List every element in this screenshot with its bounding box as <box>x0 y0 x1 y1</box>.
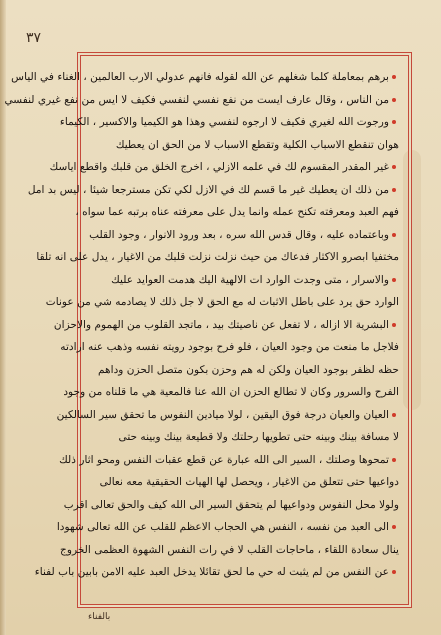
text-line <box>56 516 399 539</box>
text-line <box>11 66 399 89</box>
rubric-dot-icon <box>392 233 396 237</box>
text-line <box>59 111 399 134</box>
text-line-content: العيان والعيان درجة فوق اليقين ، لولا ميادين النفوس ما تحقق سير السالكين <box>56 408 389 421</box>
text-line-content: الى العبد من نفسه ، النفس هي الحجاب الاعظم للقلب عن الله تعالى شهودا <box>56 521 389 533</box>
text-line-content: مختفيا ابصرو الاكثار فدعاك من حيث نزلت نزلت قلبك من الاغيار ، يدل على انه تلقا <box>36 251 399 263</box>
text-line-content: غير المقدر المقسوم لك في علمه الازلي ، اخرج الخلق من قلبك واقطع اياسك <box>49 161 389 173</box>
text-line <box>27 179 399 202</box>
rubric-dot-icon <box>392 413 396 417</box>
rubric-dot-icon <box>392 570 396 574</box>
rubric-dot-icon <box>392 75 396 79</box>
text-line-content: دواعيها حتى تتعلق من الاغيار ، ويحصل لها الهيات الحقيقية معه نعالى <box>99 476 399 488</box>
text-line-content: البشرية الا ازاله ، لا تفعل عن ناصيتك بيد ، ماتجد القلوب من الهموم والاحزان <box>53 318 389 331</box>
text-line-content: الوارد حق يرد على باطل الاثبات له مع الحق لا جل ذلك لا يصادمه شي من عونات <box>45 296 399 308</box>
text-line <box>88 426 399 449</box>
text-line <box>63 381 399 404</box>
text-line-content: عن النفس من لم يثبت له حي ما لحق تقائلا يدخل العبد عليه الامن بابين باب لفناء <box>34 566 389 578</box>
rubric-dot-icon <box>392 458 396 462</box>
text-line <box>59 449 399 472</box>
text-line <box>36 246 399 269</box>
text-line-content: ولولا محل النفوس ودواعيها لم يتحقق السير الى الله كيف والحق تعالى اقرب <box>63 498 399 511</box>
text-line <box>45 291 399 314</box>
text-line-content: فلاجل ما منعت من وجود العيان ، فلو فرح بوجود رويته نفسه وذهب عنه ارادته <box>60 341 399 353</box>
text-line <box>60 539 399 562</box>
text-line-content: والاسرار ، متى وجدت الوارد ات الالهية اليك هدمت العوايد عليك <box>111 273 389 286</box>
text-line <box>60 336 399 359</box>
rubric-dot-icon <box>392 98 396 102</box>
folio-number: ٣٧ <box>26 30 42 46</box>
rubric-dot-icon <box>392 120 396 124</box>
text-line <box>88 134 399 157</box>
text-line <box>88 269 399 292</box>
text-line <box>63 494 399 517</box>
text-line <box>4 89 399 112</box>
manuscript-text-block <box>4 66 399 596</box>
text-line <box>53 314 399 337</box>
text-line-content: هوان تنقطع الاسباب الكلية وتقطع الاسباب لا من الحق ان يعطيك <box>115 138 399 151</box>
text-line-content: ورجوت الله لغيري فكيف لا ارجوه لنفسي وهذا هو الكيميا والاكسير ، الكيماء <box>59 116 389 128</box>
rubric-dot-icon <box>392 323 396 327</box>
text-line-content: برهم بمعاملة كلما شغلهم عن الله لقوله فانهم عدولي الارب العالمين ، الغناء في الياس <box>11 71 389 83</box>
text-line-content: من الناس ، وقال عارف ايست من نفع نفسي لنفسي فكيف لا ايس من نفع غيري لنفسي <box>4 93 389 106</box>
catchword: بالفناء <box>88 612 111 622</box>
text-line <box>49 156 399 179</box>
text-line <box>56 404 399 427</box>
text-line-content: ينال سعادة اللقاء ، ماحاجات القلب لا في رات النفس الشهوة العظمى الخروج <box>60 543 399 556</box>
rubric-dot-icon <box>392 525 396 529</box>
text-line-content: تمحوها وصلتك ، السير الى الله عبارة عن قطع عقبات النفس ومحو اثار ذلك <box>59 453 389 466</box>
text-line-content: حظه لظفر بوجود العيان ولكن له هم وحزن بكون متصل الحزن وداهم <box>97 363 399 376</box>
text-line <box>34 561 399 584</box>
text-line <box>88 471 399 494</box>
text-line-content: لا مسافة بينك وبينه حتى تطويها رحلتك ولا قطيعة بينك وبينه حتى <box>118 431 399 443</box>
rubric-dot-icon <box>392 188 396 192</box>
text-line <box>88 224 399 247</box>
text-line <box>75 201 399 224</box>
text-line-content: الفرح والسرور وكان لا تطالع الحزن ان الله عنا فالمعية هي ما قلناه من وجود <box>63 386 399 398</box>
text-line-content: وباعتماده عليه ، وقال قدس الله سره ، بعد ورود الانوار ، وجود القلب <box>89 228 389 241</box>
rubric-dot-icon <box>392 278 396 282</box>
text-line-content: من ذلك ان يعطيك غير ما قسم لك في الازل لكي تكن مسترجعا شيئا ، ليس بد امل <box>27 183 389 196</box>
rubric-dot-icon <box>392 165 396 169</box>
text-line <box>88 359 399 382</box>
text-line-content: فهم العبد ومعرفته تكنح عمله وانما يدل على معرفته عناه برتبه عما سواه ، <box>75 206 399 218</box>
